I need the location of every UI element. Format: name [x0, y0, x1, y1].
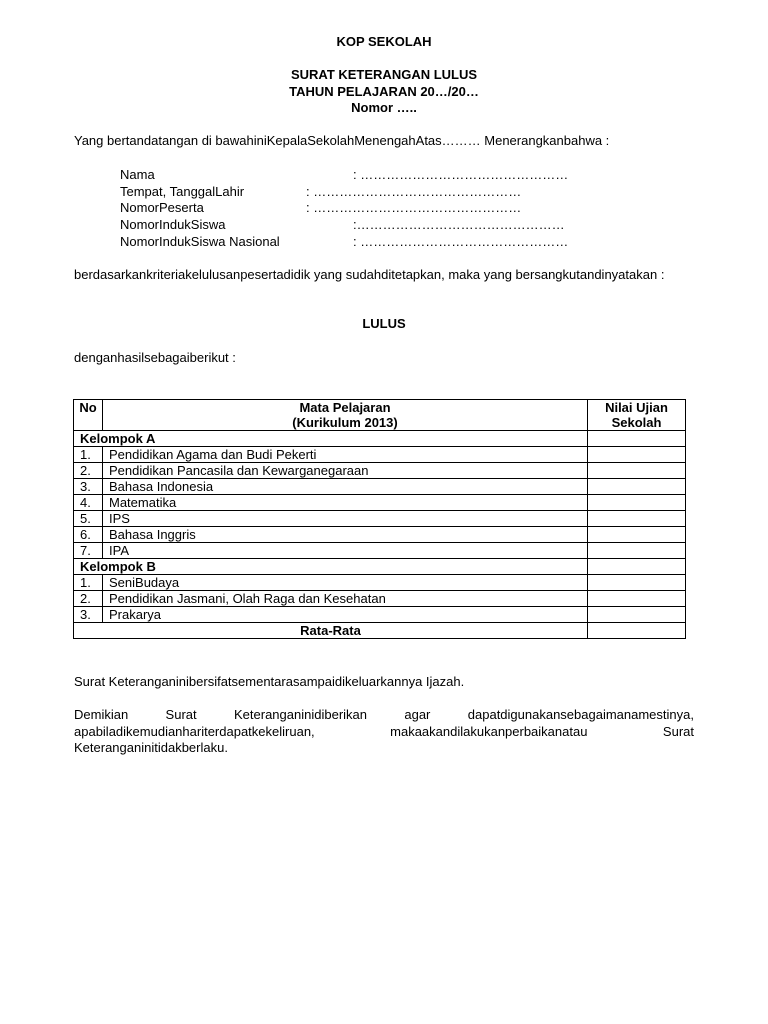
table-row: [74, 527, 686, 543]
subject-name: Matematika: [103, 495, 588, 511]
subject-name: IPS: [103, 511, 588, 527]
subject-name: Pendidikan Agama dan Budi Pekerti: [103, 447, 588, 463]
subject-name: Pendidikan Jasmani, Olah Raga dan Kesehatan: [103, 591, 588, 607]
subject-name: Bahasa Indonesia: [103, 479, 588, 495]
group-row: [74, 431, 686, 447]
table-header-row: [74, 400, 686, 431]
subject-name: SeniBudaya: [103, 575, 588, 591]
header-no: [74, 400, 103, 431]
row-number: 3.: [74, 479, 103, 495]
result-intro: denganhasilsebagaiberikut :: [74, 350, 236, 365]
average-row: [74, 623, 686, 639]
score-cell[interactable]: [588, 591, 686, 607]
table-row: [74, 543, 686, 559]
field-value: :…………………………………………: [353, 217, 565, 233]
row-number: 5.: [74, 511, 103, 527]
score-cell[interactable]: [588, 511, 686, 527]
table-row: [74, 479, 686, 495]
header-score-line2: Sekolah: [611, 415, 662, 430]
table-row: [74, 495, 686, 511]
average-score-cell[interactable]: [588, 623, 686, 639]
row-number: 3.: [74, 607, 103, 623]
group-label: Kelompok B: [74, 559, 588, 575]
score-cell[interactable]: [588, 431, 686, 447]
table-row: [74, 591, 686, 607]
header-subject-line2: (Kurikulum 2013): [292, 415, 398, 430]
header-score: [588, 400, 686, 431]
table-row: [74, 575, 686, 591]
field-value: : …………………………………………: [353, 167, 569, 182]
score-cell[interactable]: [588, 575, 686, 591]
header-subject: [103, 400, 588, 431]
row-number: 7.: [74, 543, 103, 559]
header-no-label: No: [79, 400, 97, 415]
field-value: : …………………………………………: [353, 233, 569, 249]
subject-name: IPA: [103, 543, 588, 559]
row-number: 2.: [74, 591, 103, 607]
score-cell[interactable]: [588, 479, 686, 495]
field-label: Nama: [120, 167, 155, 182]
row-number: 6.: [74, 527, 103, 543]
average-label: Rata-Rata: [74, 623, 588, 639]
score-cell[interactable]: [588, 559, 686, 575]
grades-table: [73, 399, 686, 639]
row-number: 2.: [74, 463, 103, 479]
criteria-text: berdasarkankriteriakelulusanpesertadidik yang sudahditetapkan, maka yang bersangkutandinyatakan :: [74, 267, 665, 282]
subject-name: Prakarya: [103, 607, 588, 623]
group-row: [74, 559, 686, 575]
document-number: Nomor …..: [351, 100, 417, 115]
header-score-line1: Nilai Ujian: [605, 400, 668, 415]
header-subject-line1: Mata Pelajaran: [299, 400, 391, 415]
table-row: [74, 607, 686, 623]
field-value: : …………………………………………: [306, 183, 522, 199]
subject-name: Pendidikan Pancasila dan Kewarganegaraan: [103, 463, 588, 479]
table-row: [74, 511, 686, 527]
field-value: : …………………………………………: [306, 200, 522, 216]
row-number: 4.: [74, 495, 103, 511]
graduation-status: LULUS: [362, 316, 406, 331]
score-cell[interactable]: [588, 527, 686, 543]
academic-year: TAHUN PELAJARAN 20…/20…: [289, 84, 479, 99]
subject-name: Bahasa Inggris: [103, 527, 588, 543]
row-number: 1.: [74, 575, 103, 591]
intro-text: Yang bertandatangan di bawahiniKepalaSekolahMenengahAtas……… Menerangkanbahwa :: [74, 133, 610, 148]
field-label: NomorPeserta: [120, 200, 204, 216]
score-cell[interactable]: [588, 607, 686, 623]
score-cell[interactable]: [588, 447, 686, 463]
row-number: 1.: [74, 447, 103, 463]
closing-text: Demikian Surat Keteranganinidiberikan agar dapatdigunakansebagaimanamestinya, apabiladikemudianhariterdapatkekeliruan, makaakandilakukanperbaikanatau Surat Keteranganinitidakberlaku.: [74, 707, 694, 755]
field-label: Tempat, TanggalLahir: [120, 183, 245, 199]
score-cell[interactable]: [588, 463, 686, 479]
temporary-note: Surat Keteranganinibersifatsementarasampaidikeluarkannya Ijazah.: [74, 674, 465, 689]
document-title: SURAT KETERANGAN LULUS: [290, 67, 478, 82]
letterhead: KOP SEKOLAH: [336, 34, 432, 49]
table-row: [74, 447, 686, 463]
field-label: NomorIndukSiswa: [120, 217, 226, 233]
score-cell[interactable]: [588, 543, 686, 559]
field-label: NomorIndukSiswa Nasional: [120, 233, 280, 249]
table-row: [74, 463, 686, 479]
group-label: Kelompok A: [74, 431, 588, 447]
score-cell[interactable]: [588, 495, 686, 511]
